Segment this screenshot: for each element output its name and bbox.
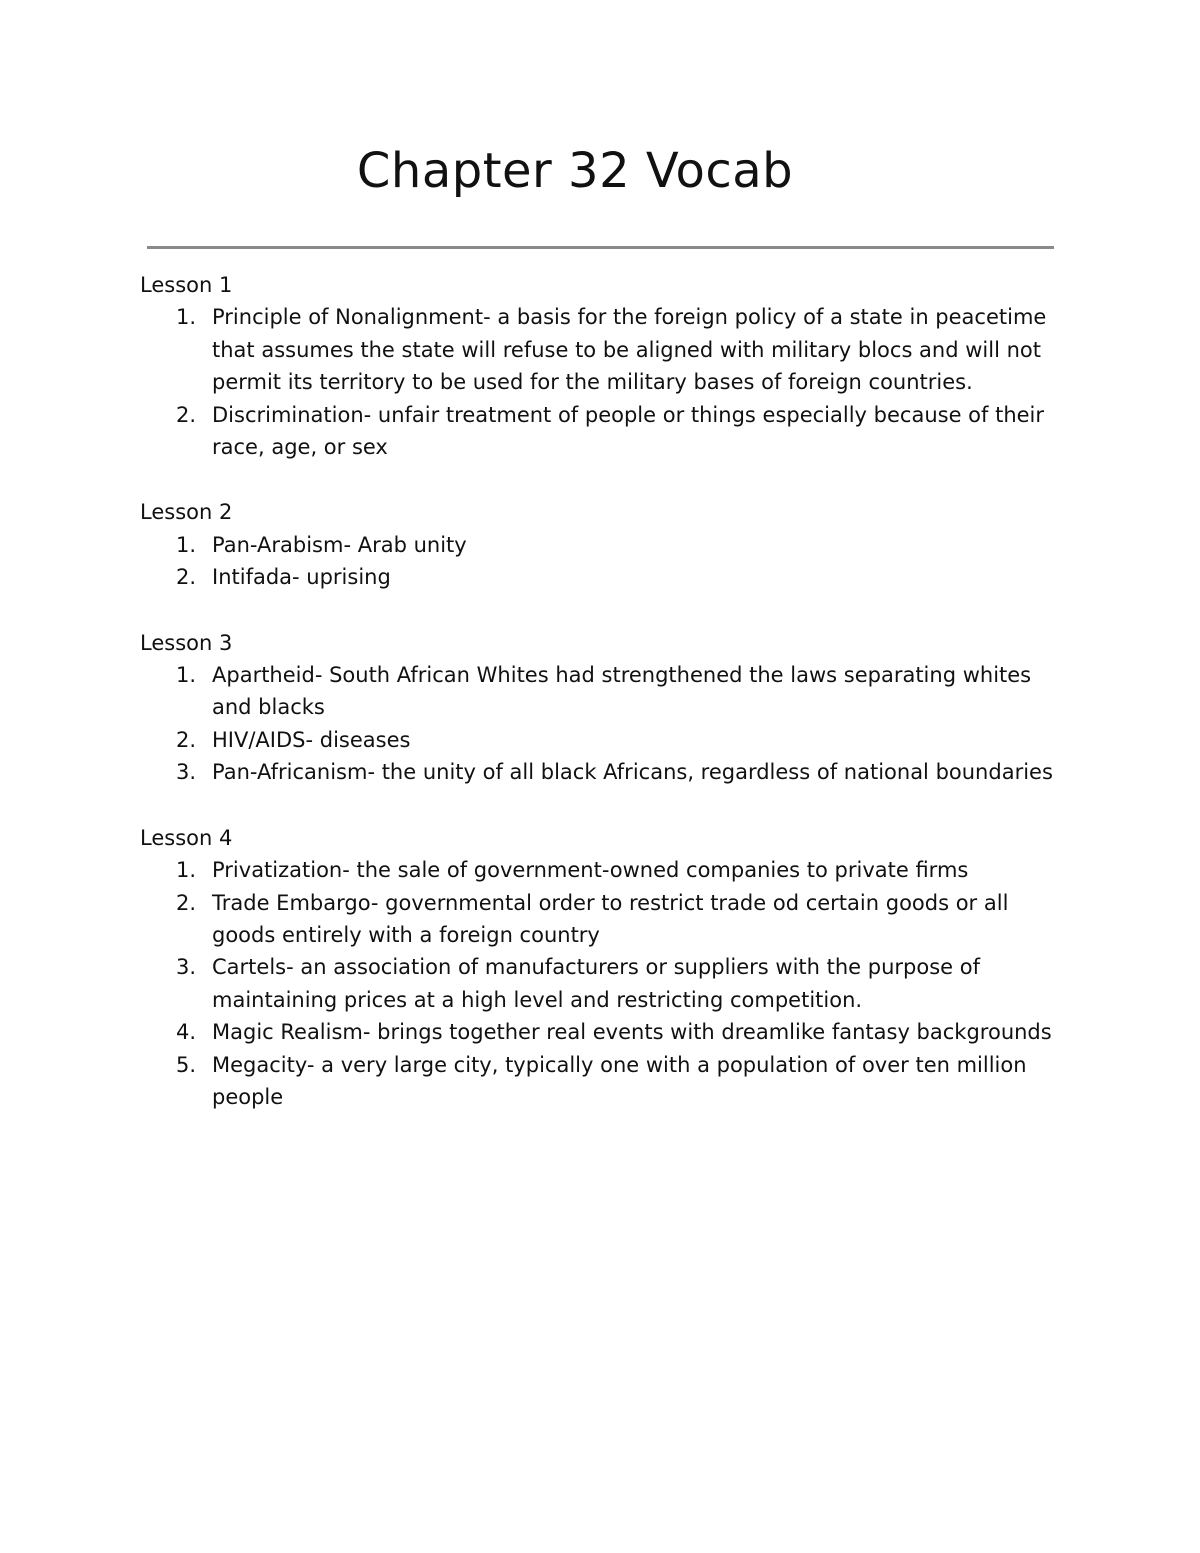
item-text: Trade Embargo- governmental order to restrict trade od certain goods or all goods entirely with a foreign country	[212, 890, 1009, 947]
item-number: 2.	[176, 890, 197, 915]
item-number: 2.	[176, 727, 197, 752]
item-number: 3.	[176, 760, 197, 785]
list-item	[140, 1016, 1070, 1048]
title-divider	[147, 246, 1054, 249]
item-text: Pan-Africanism- the unity of all black Africans, regardless of national boundaries	[212, 760, 1053, 785]
item-number: 2.	[176, 565, 197, 590]
list-item	[140, 301, 1070, 398]
list-item	[140, 399, 1070, 464]
list-item	[140, 1049, 1070, 1114]
page-title: Chapter 32 Vocab	[356, 143, 794, 199]
item-number: 4.	[176, 1020, 197, 1045]
item-number: 1.	[176, 858, 197, 883]
list-item	[140, 724, 1070, 756]
lesson-heading: Lesson 1	[140, 273, 233, 297]
item-number: 5.	[176, 1052, 197, 1077]
item-text: Cartels- an association of manufacturers or suppliers with the purpose of maintaining prices at a high level and restricting competition.	[212, 955, 981, 1012]
list-item	[140, 756, 1070, 788]
item-text: HIV/AIDS- diseases	[212, 727, 411, 752]
item-number: 2.	[176, 402, 197, 427]
list-item	[140, 951, 1070, 1016]
item-text: Magic Realism- brings together real events with dreamlike fantasy backgrounds	[212, 1020, 1052, 1045]
term-list	[140, 854, 1070, 1113]
item-text: Pan-Arabism- Arab unity	[212, 532, 467, 557]
list-item	[140, 887, 1070, 952]
term-list	[140, 301, 1070, 463]
lesson-heading: Lesson 2	[140, 500, 233, 525]
lesson-2	[140, 496, 1070, 593]
term-list	[140, 529, 1070, 594]
list-item	[140, 529, 1070, 561]
lesson-4	[140, 822, 1070, 1114]
item-text: Intifada- uprising	[212, 565, 391, 590]
lesson-heading: Lesson 3	[140, 630, 233, 655]
item-number: 1.	[176, 663, 197, 688]
item-text: Principle of Nonalignment- a basis for the foreign policy of a state in peacetime that assumes the state will refuse to be aligned with military blocs and will not permit its territory to be used for the military bases of foreign countries.	[212, 305, 1047, 395]
item-text: Apartheid- South African Whites had strengthened the laws separating whites and blacks	[212, 663, 1032, 720]
vocab-content	[140, 269, 1070, 1146]
lesson-1	[140, 269, 1070, 463]
lesson-3	[140, 627, 1070, 789]
item-number: 1.	[176, 532, 197, 557]
list-item	[140, 561, 1070, 593]
list-item	[140, 659, 1070, 724]
list-item	[140, 854, 1070, 886]
item-text: Privatization- the sale of government-owned companies to private firms	[212, 858, 969, 883]
item-number: 3.	[176, 955, 197, 980]
item-number: 1.	[176, 305, 197, 330]
term-list	[140, 659, 1070, 789]
item-text: Megacity- a very large city, typically one with a population of over ten million people	[212, 1052, 1027, 1109]
item-text: Discrimination- unfair treatment of people or things especially because of their race, age, or sex	[212, 402, 1045, 460]
lesson-heading: Lesson 4	[140, 825, 233, 850]
